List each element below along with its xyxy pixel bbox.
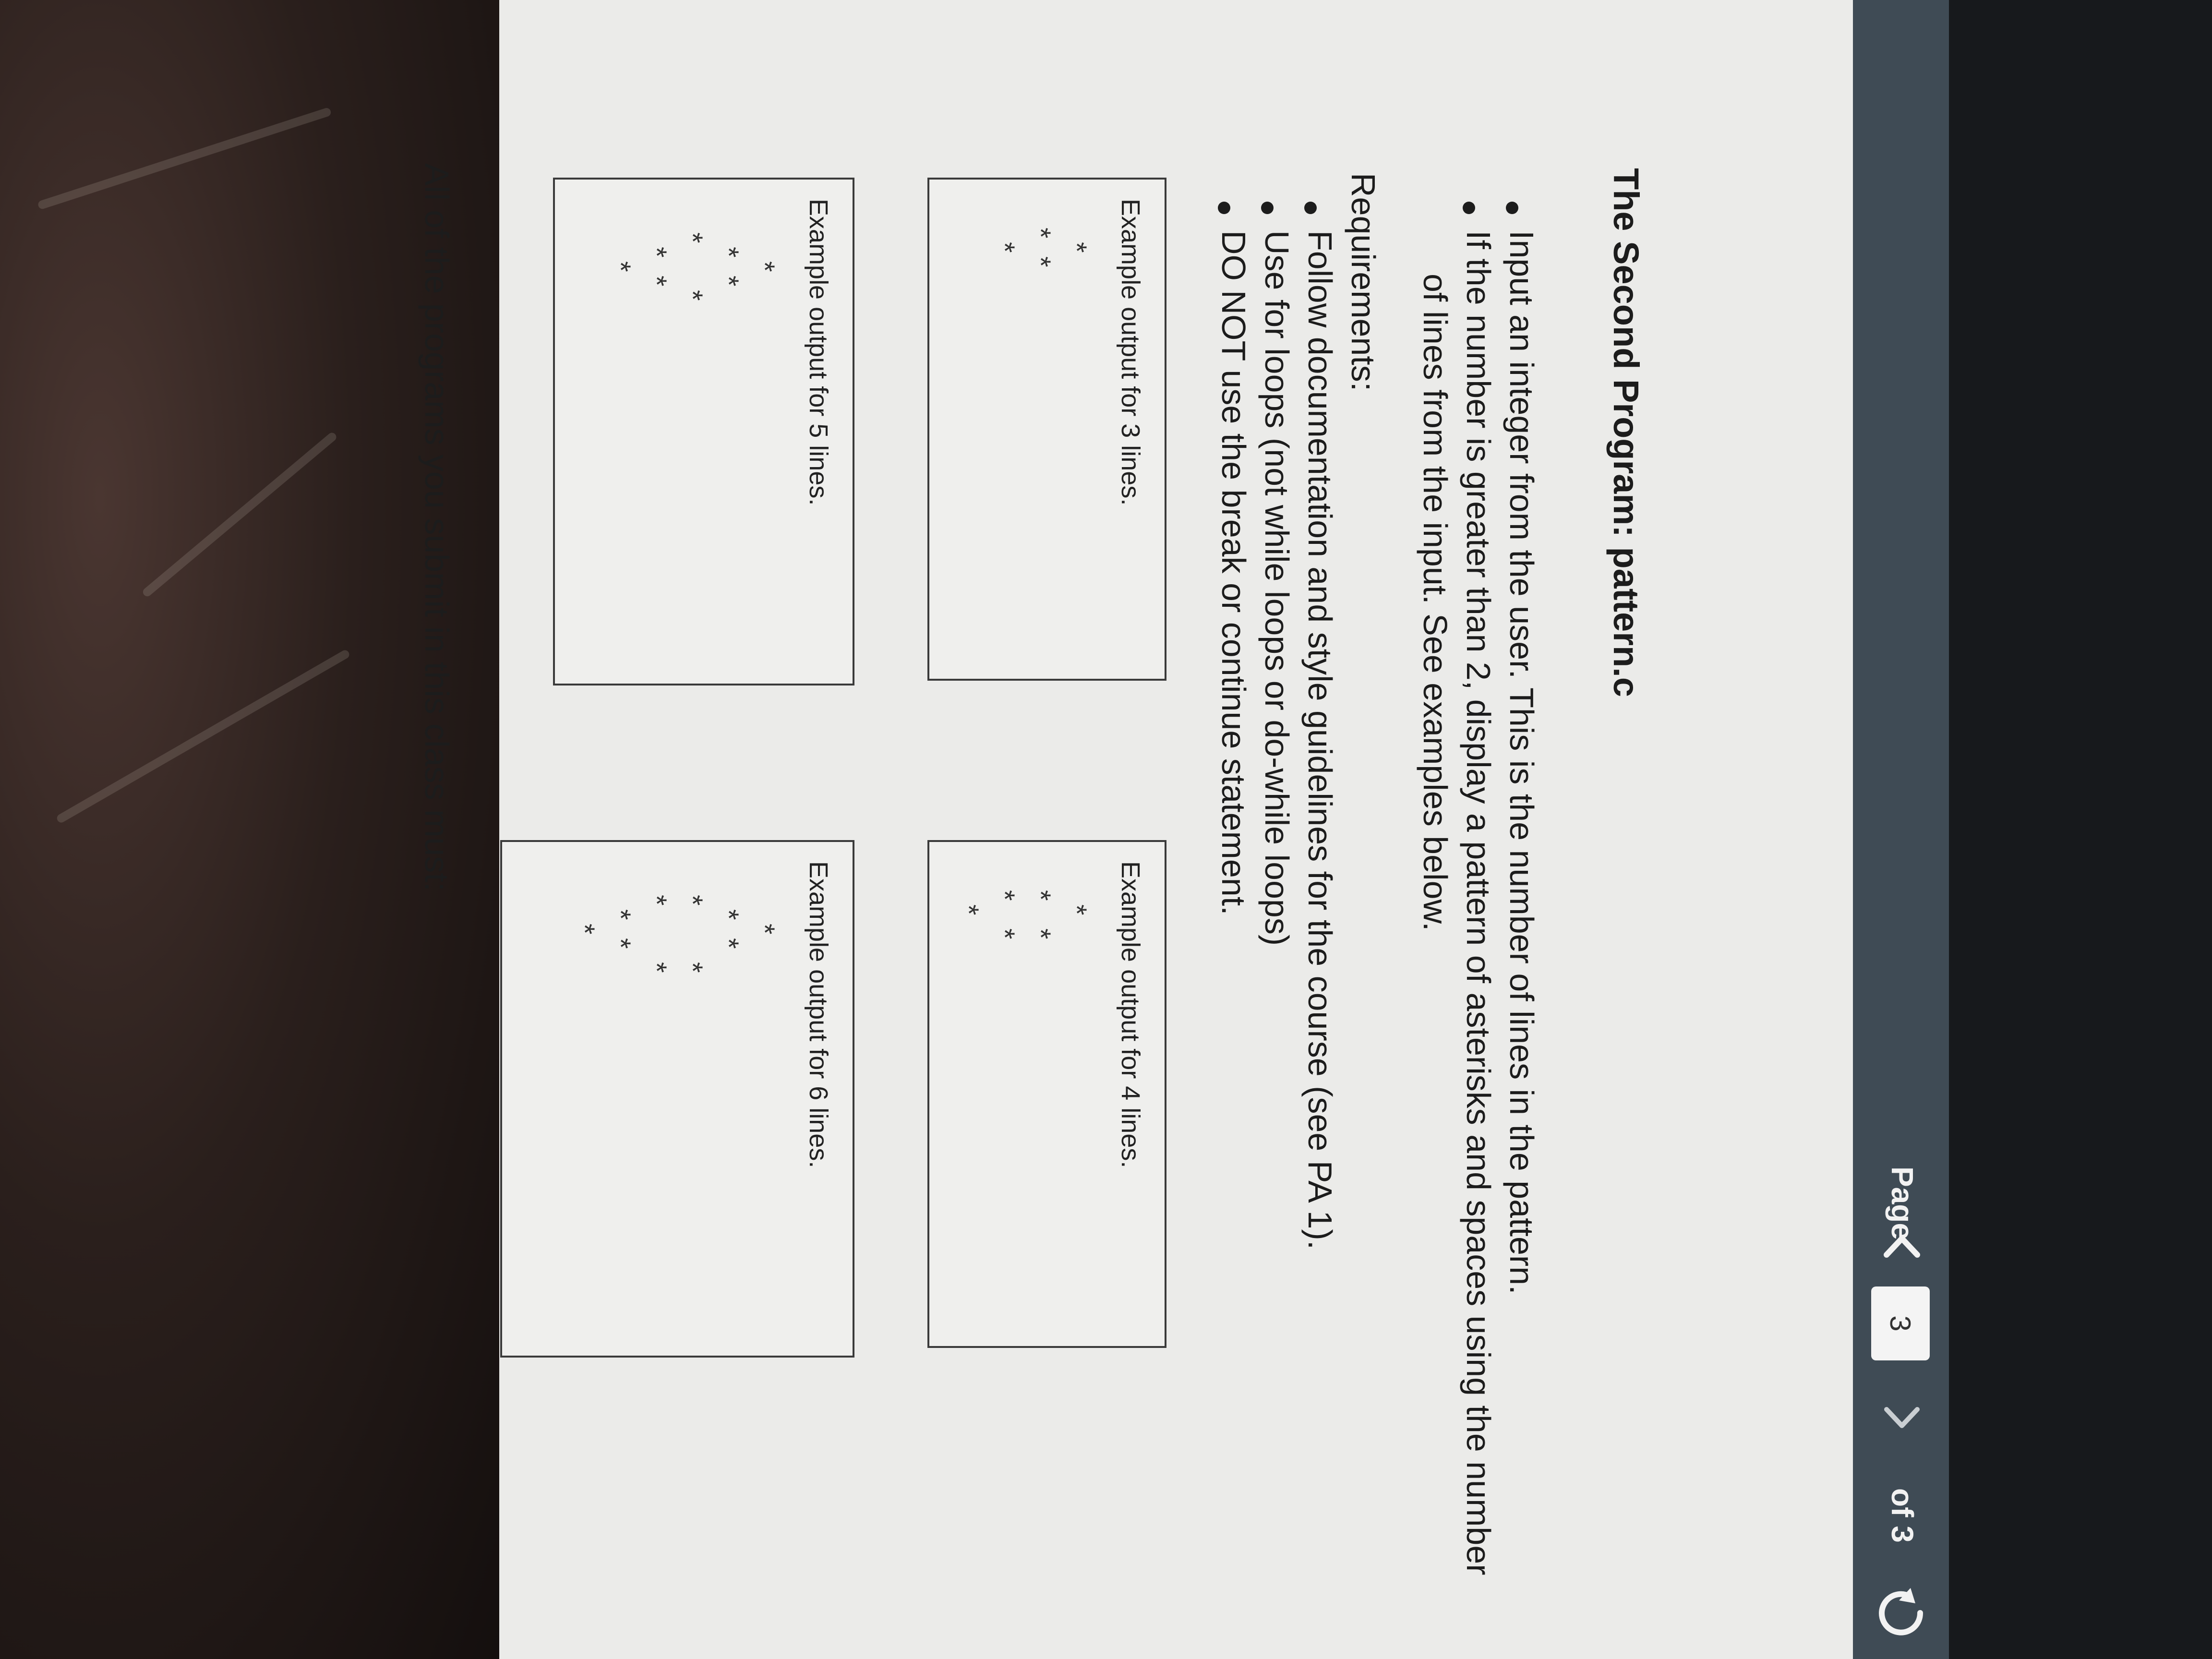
footer-text: All of the programs you submit in this class must: bbox=[418, 163, 456, 892]
pattern-star: * bbox=[1025, 228, 1056, 239]
pattern-star: * bbox=[569, 924, 600, 935]
pattern-star: * bbox=[677, 962, 708, 973]
pattern-star: * bbox=[677, 232, 708, 243]
pattern-star: * bbox=[605, 261, 636, 272]
viewer-toolbar bbox=[1853, 0, 1949, 1659]
bullet-dot bbox=[1506, 202, 1518, 214]
pattern-star: * bbox=[749, 924, 780, 935]
refresh-button[interactable] bbox=[1872, 1584, 1930, 1642]
pattern-star: * bbox=[989, 242, 1020, 253]
bullet-text: Input an integer from the user. This is the number of lines in the pattern. bbox=[1503, 230, 1540, 1295]
requirement-text: DO NOT use the break or continue statement. bbox=[1215, 230, 1252, 915]
bullet-dot bbox=[1218, 202, 1230, 214]
pattern-star: * bbox=[641, 895, 672, 906]
example-title: Example output for 4 lines. bbox=[1116, 861, 1145, 1168]
pattern-star: * bbox=[953, 904, 984, 915]
bullet-dot bbox=[1304, 202, 1317, 214]
pattern-star: * bbox=[749, 261, 780, 272]
pattern-star: * bbox=[641, 962, 672, 973]
pattern-star: * bbox=[1025, 928, 1056, 939]
pattern-star: * bbox=[989, 928, 1020, 939]
pattern-star: * bbox=[641, 247, 672, 258]
page-label: Page bbox=[1885, 1166, 1920, 1240]
bullet-text-continuation: of lines from the input. See examples below. bbox=[1417, 274, 1454, 931]
pattern-star: * bbox=[713, 909, 744, 920]
pattern-star: * bbox=[1061, 904, 1092, 915]
pattern-star: * bbox=[1061, 242, 1092, 253]
pdf-viewer bbox=[418, 0, 1949, 1659]
pattern-star: * bbox=[641, 276, 672, 287]
document-title: The Second Program: pattern.c bbox=[1606, 168, 1646, 697]
example-box-5-lines bbox=[553, 178, 854, 685]
pattern-star: * bbox=[713, 276, 744, 287]
bullet-dot bbox=[1261, 202, 1274, 214]
pdf-viewer-screen bbox=[418, 0, 1949, 1659]
pattern-star: * bbox=[1025, 256, 1056, 267]
background-streak bbox=[56, 649, 351, 824]
example-title: Example output for 3 lines. bbox=[1116, 199, 1145, 506]
pattern-star: * bbox=[989, 890, 1020, 901]
next-page-button[interactable] bbox=[1878, 1392, 1926, 1440]
bullet-text: If the number is greater than 2, display a pattern of asterisks and spaces using the number bbox=[1460, 230, 1497, 1575]
page-number-input[interactable] bbox=[1871, 1286, 1930, 1360]
example-box-6-lines bbox=[500, 840, 854, 1358]
pattern-star: * bbox=[713, 247, 744, 258]
example-title: Example output for 6 lines. bbox=[804, 861, 833, 1168]
previous-page-button[interactable] bbox=[1878, 1224, 1926, 1272]
pattern-star: * bbox=[713, 938, 744, 949]
pattern-star: * bbox=[677, 895, 708, 906]
requirements-heading: Requirements: bbox=[1345, 173, 1382, 392]
chevron-left-icon bbox=[1887, 1238, 1917, 1255]
monitor-bezel bbox=[1949, 0, 2212, 1659]
bullet-dot bbox=[1463, 202, 1475, 214]
pattern-star: * bbox=[677, 290, 708, 301]
background-streak bbox=[141, 431, 338, 598]
requirement-text: Follow documentation and style guidelines for the course (see PA 1). bbox=[1301, 230, 1339, 1250]
example-box-3-lines bbox=[927, 178, 1166, 681]
background-streak bbox=[37, 107, 332, 210]
chevron-right-icon bbox=[1887, 1409, 1917, 1426]
requirement-text: Use for loops (not while loops or do-while loops) bbox=[1258, 230, 1296, 946]
pattern-star: * bbox=[605, 909, 636, 920]
document-page bbox=[418, 0, 1853, 1659]
pattern-star: * bbox=[605, 938, 636, 949]
example-box-4-lines bbox=[927, 840, 1166, 1348]
pattern-star: * bbox=[1025, 890, 1056, 901]
total-pages-label: of 3 bbox=[1885, 1488, 1920, 1543]
example-title: Example output for 5 lines. bbox=[804, 199, 833, 506]
